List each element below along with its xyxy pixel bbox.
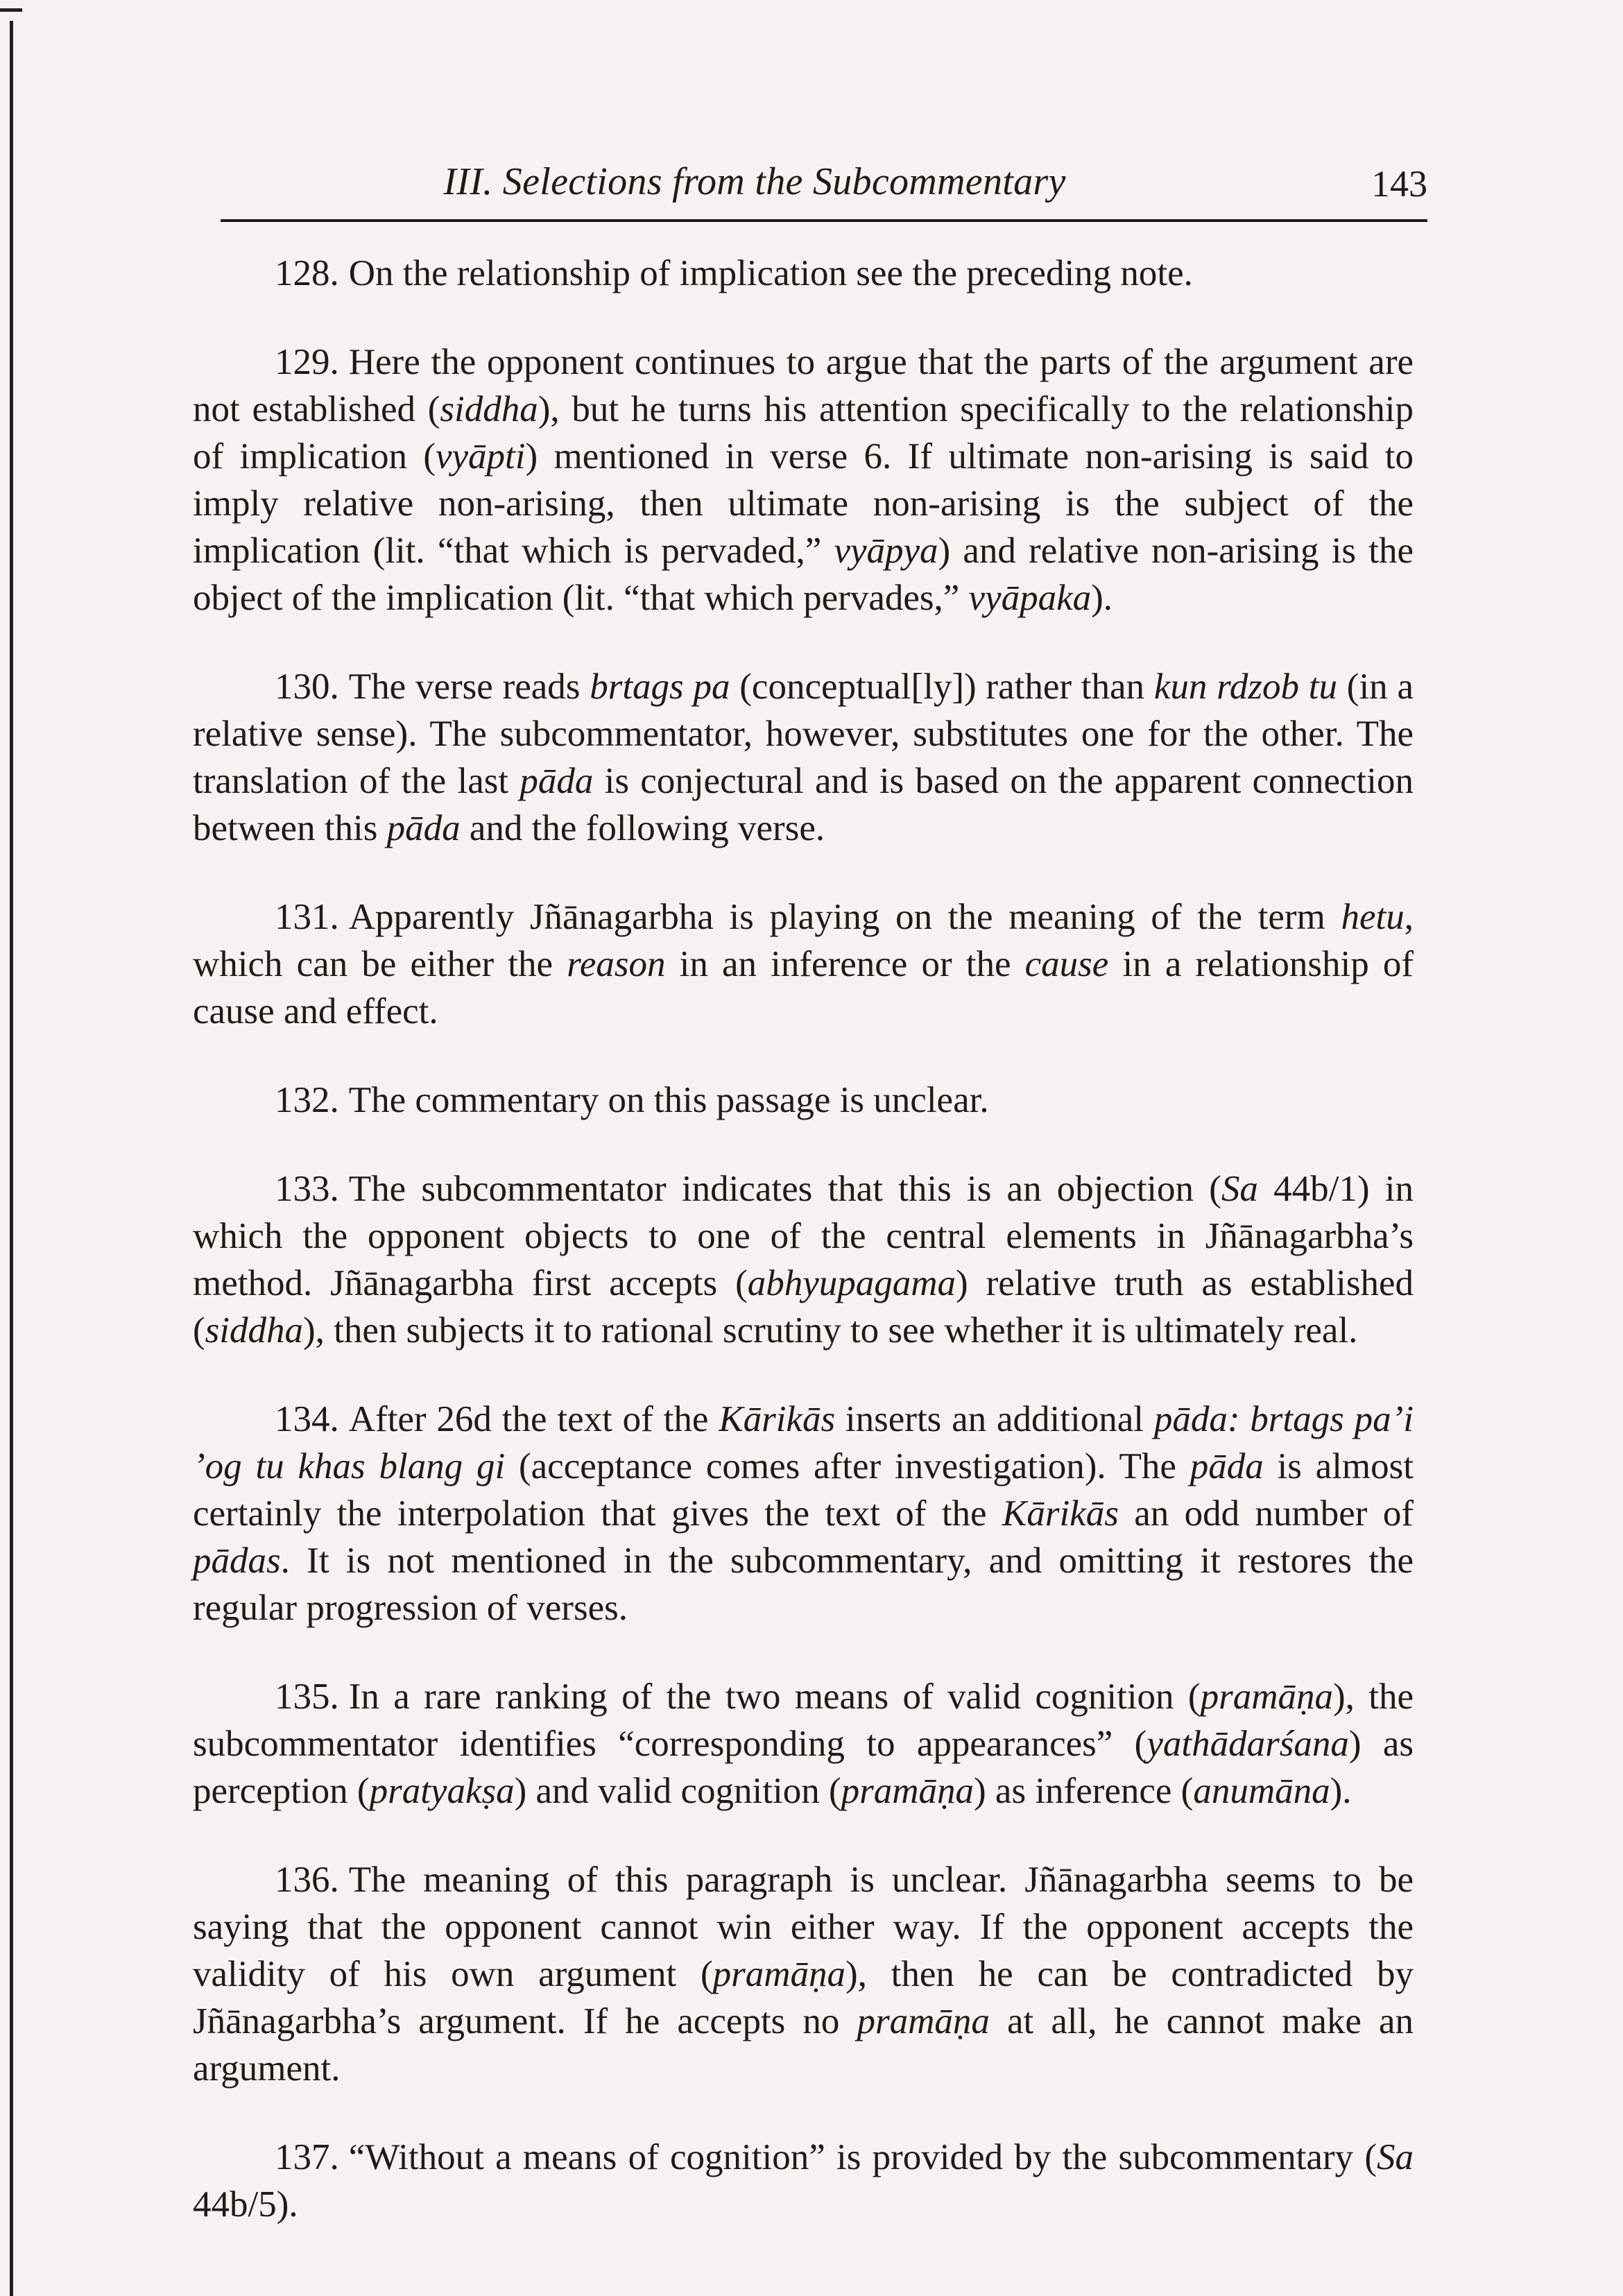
endnote-135 <box>193 1673 1414 1815</box>
note-text: inserts an additional <box>835 1399 1154 1439</box>
note-text: After 26d the text of the <box>348 1399 719 1439</box>
endnotes-list <box>193 250 1414 2270</box>
note-text: at all, he cannot make an argument. <box>193 2001 1414 2089</box>
endnote-131 <box>193 893 1414 1035</box>
note-number: 132. <box>275 1080 339 1120</box>
scan-edge-mark <box>0 8 22 12</box>
endnote-132 <box>193 1077 1414 1124</box>
note-text: ) as perception ( <box>193 1724 1414 1811</box>
italic-term: pāda <box>1190 1446 1264 1487</box>
italic-term: pādas <box>193 1541 281 1581</box>
note-number: 130. <box>275 667 339 707</box>
endnote-128 <box>193 250 1414 297</box>
note-text: Here the opponent continues to argue that the parts of the argument are not established ( <box>193 342 1414 429</box>
chapter-title: III. Selections from the Subcommentary <box>443 160 1066 203</box>
note-text: The meaning of this paragraph is unclear. Jñānagarbha seems to be saying that the opponent cannot win either way. If the opponent accepts the validity of his own argument ( <box>193 1860 1414 1994</box>
note-text: ) as inference ( <box>974 1771 1194 1811</box>
note-number: 136. <box>275 1860 339 1900</box>
italic-term: hetu <box>1341 897 1405 937</box>
header-rule <box>221 219 1427 222</box>
note-number: 131. <box>275 897 339 937</box>
italic-term: pramāṇa <box>857 2001 990 2041</box>
endnote-137 <box>193 2134 1414 2228</box>
italic-term: siddha <box>440 389 538 429</box>
page-number: 143 <box>1371 163 1427 205</box>
note-text: The commentary on this passage is unclear. <box>348 1080 989 1120</box>
scan-binding-edge <box>10 21 13 2296</box>
italic-term: pramāṇa <box>841 1771 974 1811</box>
endnote-129 <box>193 339 1414 622</box>
note-text: In a rare ranking of the two means of valid cognition ( <box>348 1677 1201 1717</box>
note-text: ). <box>1091 578 1113 618</box>
italic-term: vyāpaka <box>968 578 1092 618</box>
note-text: ), but he turns his attention specifically to the relationship of implication ( <box>193 389 1414 477</box>
note-number: 135. <box>275 1677 339 1717</box>
italic-term: pāda <box>519 761 594 801</box>
note-number: 129. <box>275 342 339 382</box>
italic-term: pratyakṣa <box>369 1771 515 1811</box>
italic-term: Kārikās <box>719 1399 836 1439</box>
note-text: 44b/1) in which the opponent objects to one of the central elements in Jñānagarbha’s method. Jñānagarbha first accepts ( <box>193 1169 1414 1303</box>
italic-term: kun rdzob tu <box>1153 667 1337 707</box>
note-number: 128. <box>275 253 339 293</box>
italic-term: vyāpti <box>436 436 526 477</box>
note-number: 133. <box>275 1169 339 1209</box>
note-number: 137. <box>275 2137 339 2177</box>
note-text: ) relative truth as established ( <box>193 1263 1414 1351</box>
note-text: 44b/5). <box>193 2184 298 2225</box>
italic-term: pramāṇa <box>1200 1677 1333 1717</box>
italic-term: vyāpya <box>834 531 938 571</box>
italic-term: reason <box>567 944 666 984</box>
italic-term: pāda: brtags pa’i ’og tu khas blang gi <box>193 1399 1414 1487</box>
note-text: The subcommentator indicates that this is an objection ( <box>348 1169 1221 1209</box>
note-text: ). <box>1330 1771 1352 1811</box>
note-text: The verse reads <box>348 667 590 707</box>
note-text: (acceptance comes after investigation). The <box>505 1446 1190 1487</box>
endnote-133 <box>193 1165 1414 1354</box>
note-text: ) and valid cognition ( <box>514 1771 841 1811</box>
note-text: (conceptual[ly]) rather than <box>730 667 1154 707</box>
note-text: is almost certainly the interpolation that gives the text of the <box>193 1446 1414 1534</box>
endnote-130 <box>193 663 1414 852</box>
note-text: (in a relative sense). The subcommentator, however, substitutes one for the other. The translation of the last <box>193 667 1414 801</box>
italic-term: siddha <box>205 1310 304 1351</box>
note-text: in an inference or the <box>665 944 1025 984</box>
note-text: ) and relative non-arising is the object of the implication (lit. “that which pervades,” <box>193 531 1414 618</box>
italic-term: abhyupagama <box>747 1263 956 1303</box>
note-text: in a relationship of cause and effect. <box>193 944 1414 1031</box>
note-text: ), then he can be contradicted by Jñānagarbha’s argument. If he accepts no <box>193 1954 1414 2041</box>
italic-term: Sa <box>1377 2137 1414 2177</box>
note-text: . It is not mentioned in the subcommentary, and omitting it restores the regular progression of verses. <box>193 1541 1414 1628</box>
note-text: ), then subjects it to rational scrutiny to see whether it is ultimately real. <box>303 1310 1358 1351</box>
note-text: On the relationship of implication see the preceding note. <box>348 253 1193 293</box>
running-head <box>221 147 1427 209</box>
italic-term: pāda <box>386 808 461 848</box>
note-number: 134. <box>275 1399 339 1439</box>
italic-term: yathādarśana <box>1147 1724 1349 1764</box>
endnote-134 <box>193 1396 1414 1631</box>
note-text: “Without a means of cognition” is provided by the subcommentary ( <box>348 2137 1377 2177</box>
endnote-136 <box>193 1856 1414 2092</box>
note-text: ), the subcommentator identifies “corresponding to appearances” ( <box>193 1677 1414 1764</box>
note-text: an odd number of <box>1118 1493 1414 1534</box>
note-text: Apparently Jñānagarbha is playing on the meaning of the term <box>348 897 1341 937</box>
italic-term: pramāṇa <box>712 1954 846 1994</box>
italic-term: brtags pa <box>590 667 730 707</box>
italic-term: Sa <box>1221 1169 1258 1209</box>
note-text: ) mentioned in verse 6. If ultimate non-arising is said to imply relative non-arising, then ultimate non-arising is the subject of the implication (lit. “that which is pervaded,” <box>193 436 1414 571</box>
italic-term: Kārikās <box>1002 1493 1119 1534</box>
note-text: , which can be either the <box>193 897 1414 984</box>
note-text: is conjectural and is based on the apparent connection between this <box>193 761 1414 848</box>
italic-term: cause <box>1024 944 1109 984</box>
note-text: and the following verse. <box>460 808 825 848</box>
italic-term: anumāna <box>1193 1771 1330 1811</box>
